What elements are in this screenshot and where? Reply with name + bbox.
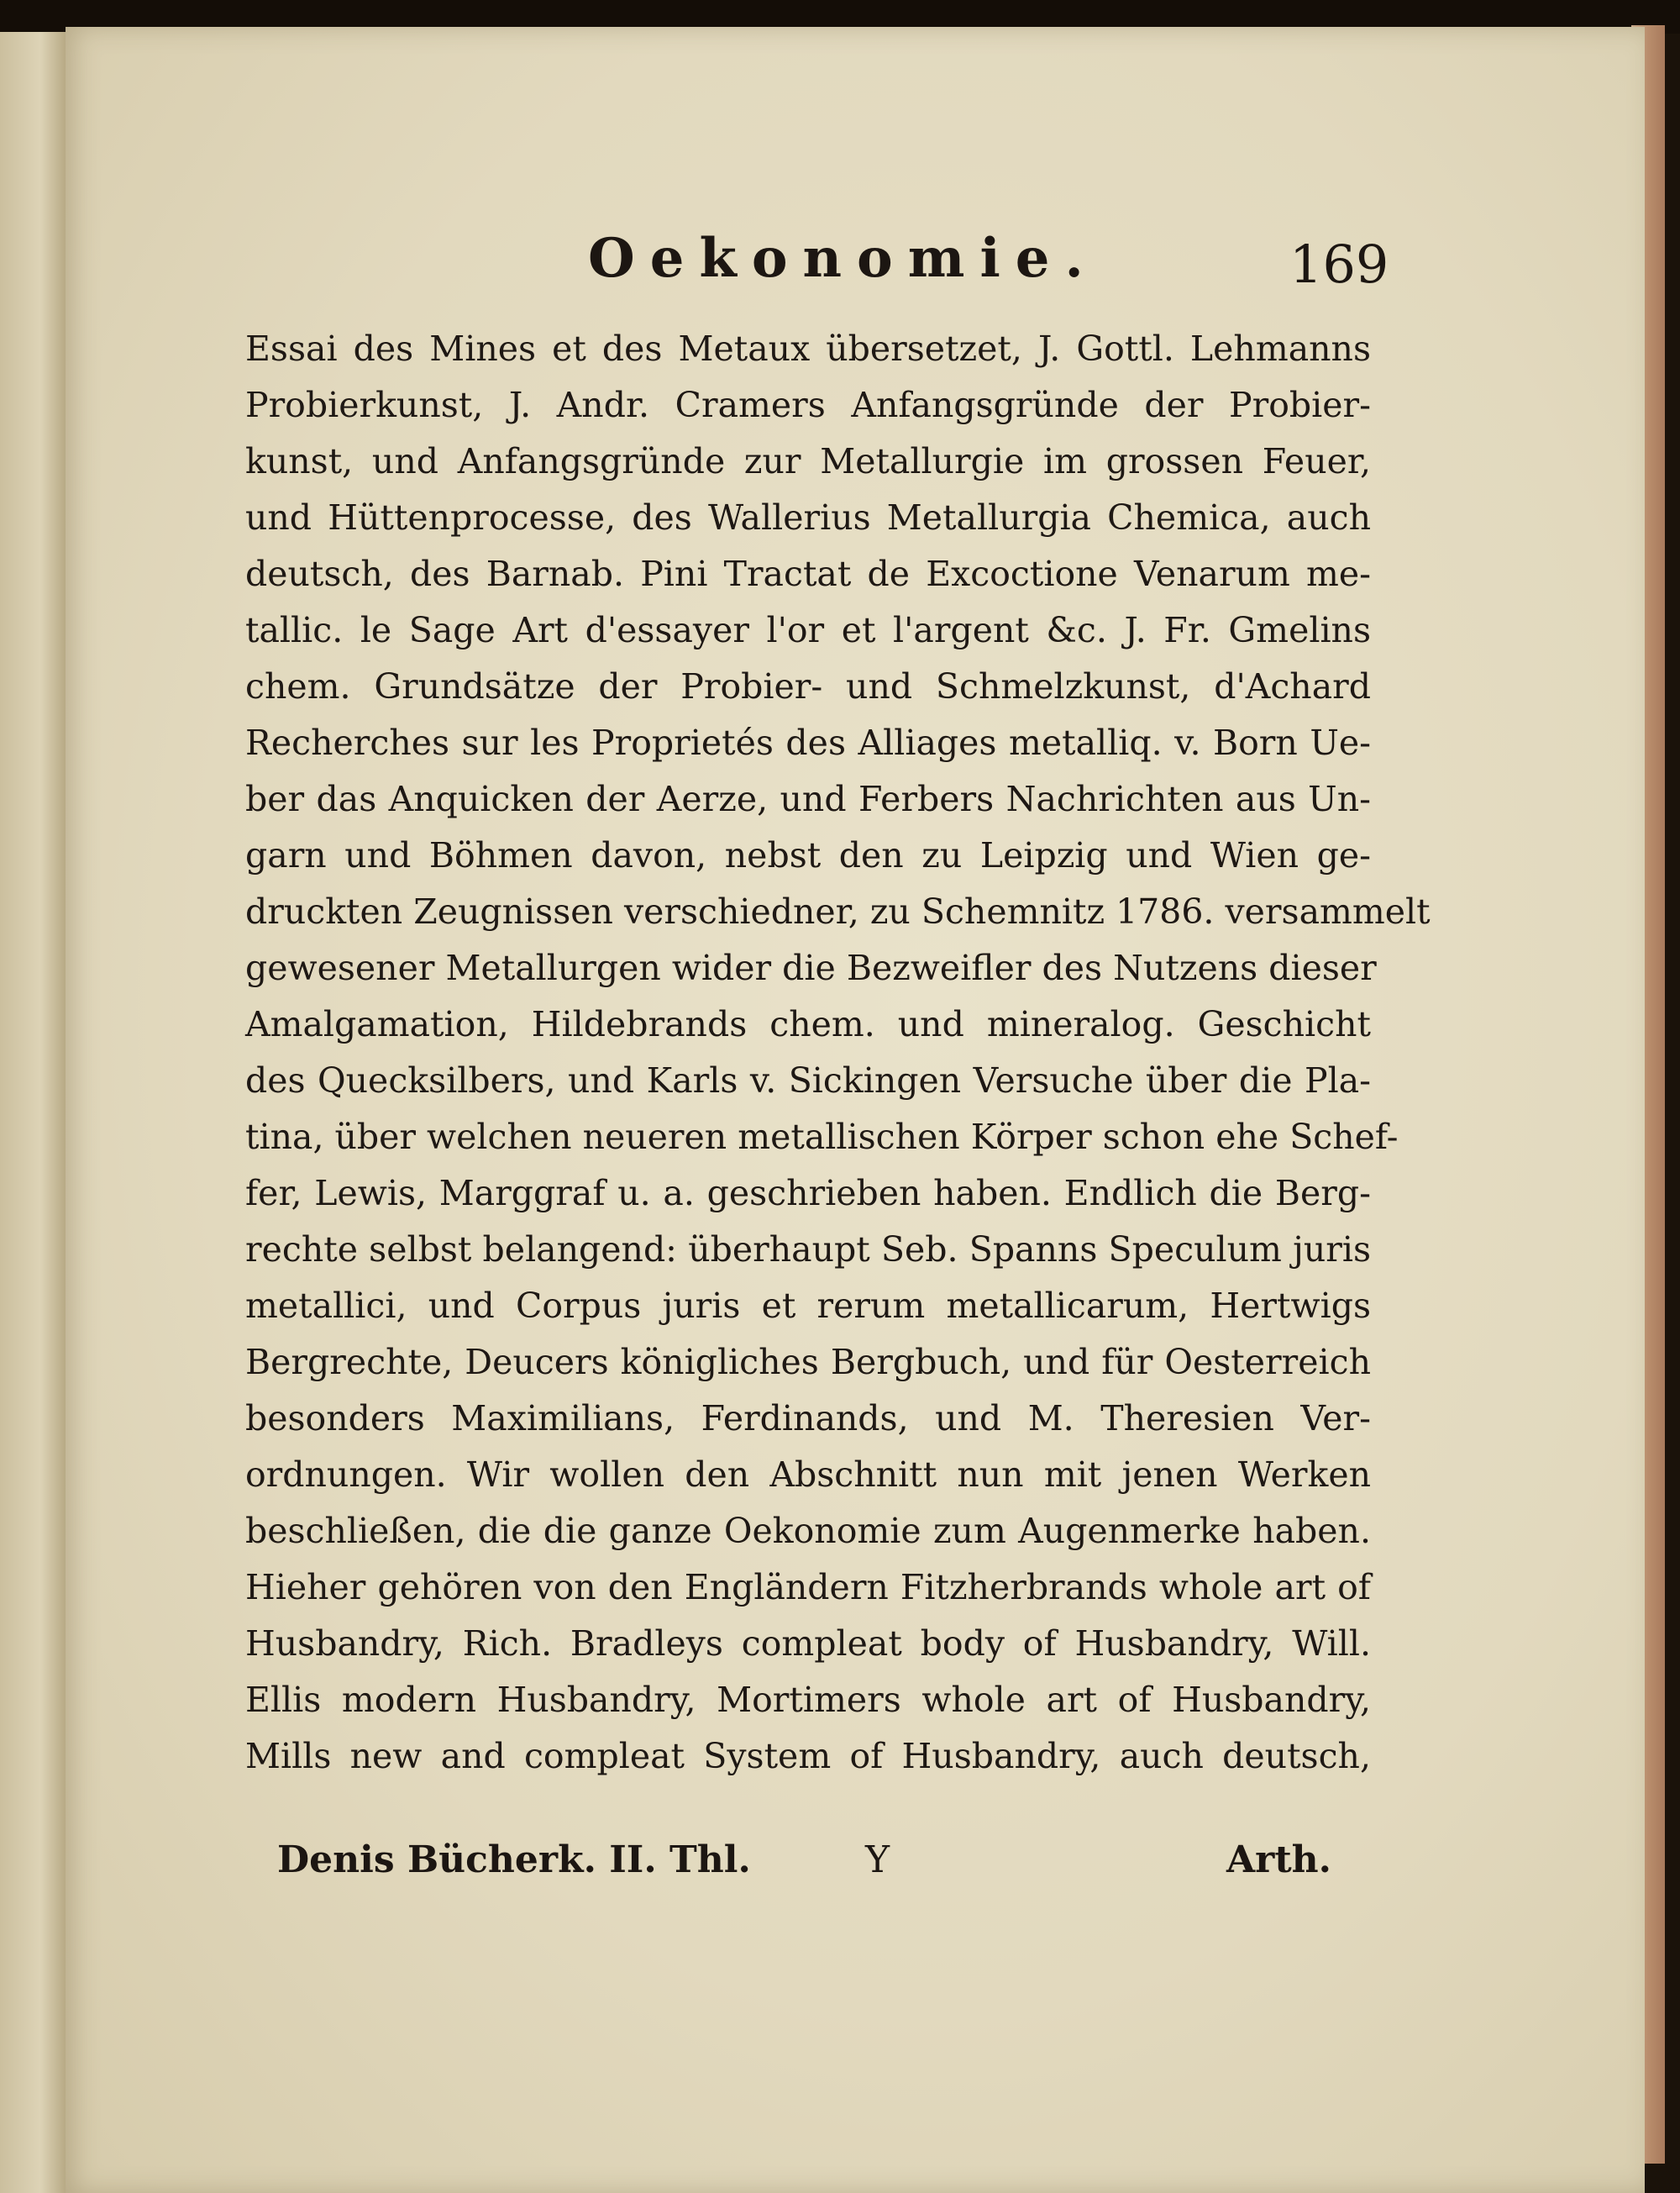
text-line: Amalgamation, Hildebrands chem. und mineralog. Geschicht	[245, 1004, 1371, 1044]
text-line: Bergrechte, Deucers königliches Bergbuch, und für Oesterreich	[245, 1342, 1371, 1382]
text-line: deutsch, des Barnab. Pini Tractat de Excoctione Venarum me-	[245, 554, 1371, 594]
text-line: und Hüttenprocesse, des Wallerius Metallurgia Chemica, auch	[245, 497, 1371, 538]
text-line: garn und Böhmen davon, nebst den zu Leipzig und Wien ge-	[245, 835, 1371, 876]
text-line: Husbandry, Rich. Bradleys compleat body of Husbandry, Will.	[245, 1623, 1371, 1664]
page-number: 169	[1289, 234, 1389, 295]
text-line: besonders Maximilians, Ferdinands, und M. Theresien Ver-	[245, 1398, 1371, 1438]
text-line: Probierkunst, J. Andr. Cramers Anfangsgründe der Probier-	[245, 385, 1371, 425]
text-line: des Quecksilbers, und Karls v. Sickingen Versuche über die Pla-	[245, 1060, 1371, 1101]
text-line: kunst, und Anfangsgründe zur Metallurgie im grossen Feuer,	[245, 441, 1371, 481]
footer-source-line: Denis Bücherk. II. Thl.	[277, 1838, 751, 1881]
text-line: chem. Grundsätze der Probier- und Schmelzkunst, d'Achard	[245, 666, 1371, 707]
text-line: metallici, und Corpus juris et rerum metallicarum, Hertwigs	[245, 1286, 1371, 1326]
text-line: rechte selbst belangend: überhaupt Seb. Spanns Speculum juris	[245, 1229, 1371, 1270]
text-line: druckten Zeugnissen verschiedner, zu Schemnitz 1786. versammelt	[245, 891, 1431, 932]
body-text	[245, 321, 1431, 1785]
text-line: tallic. le Sage Art d'essayer l'or et l'argent &c. J. Fr. Gmelins	[245, 610, 1371, 650]
running-title: Oekonomie.	[588, 227, 1099, 290]
adjacent-page-edge	[0, 32, 67, 2193]
text-line: Mills new and compleat System of Husbandry, auch deutsch,	[245, 1736, 1371, 1776]
catchword: Arth.	[1226, 1838, 1331, 1881]
text-line: Hieher gehören von den Engländern Fitzherbrands whole art of	[245, 1567, 1371, 1607]
page-footer	[277, 1838, 1369, 1897]
text-line: Recherches sur les Proprietés des Alliages metalliq. v. Born Ue-	[245, 723, 1371, 763]
signature-mark: Y	[865, 1838, 890, 1881]
text-line: ordnungen. Wir wollen den Abschnitt nun mit jenen Werken	[245, 1454, 1371, 1495]
text-line: fer, Lewis, Marggraf u. a. geschrieben haben. Endlich die Berg-	[245, 1173, 1371, 1213]
text-line: Essai des Mines et des Metaux übersetzet, J. Gottl. Lehmanns	[245, 329, 1371, 369]
text-line: tina, über welchen neueren metallischen Körper schon ehe Schef-	[245, 1117, 1399, 1157]
text-line: ber das Anquicken der Aerze, und Ferbers Nachrichten aus Un-	[245, 779, 1371, 819]
text-line: beschließen, die die ganze Oekonomie zum Augenmerke haben.	[245, 1511, 1371, 1551]
text-line: gewesener Metallurgen wider die Bezweifler des Nutzens dieser	[245, 948, 1377, 988]
text-line: Ellis modern Husbandry, Mortimers whole art of Husbandry,	[245, 1680, 1371, 1720]
